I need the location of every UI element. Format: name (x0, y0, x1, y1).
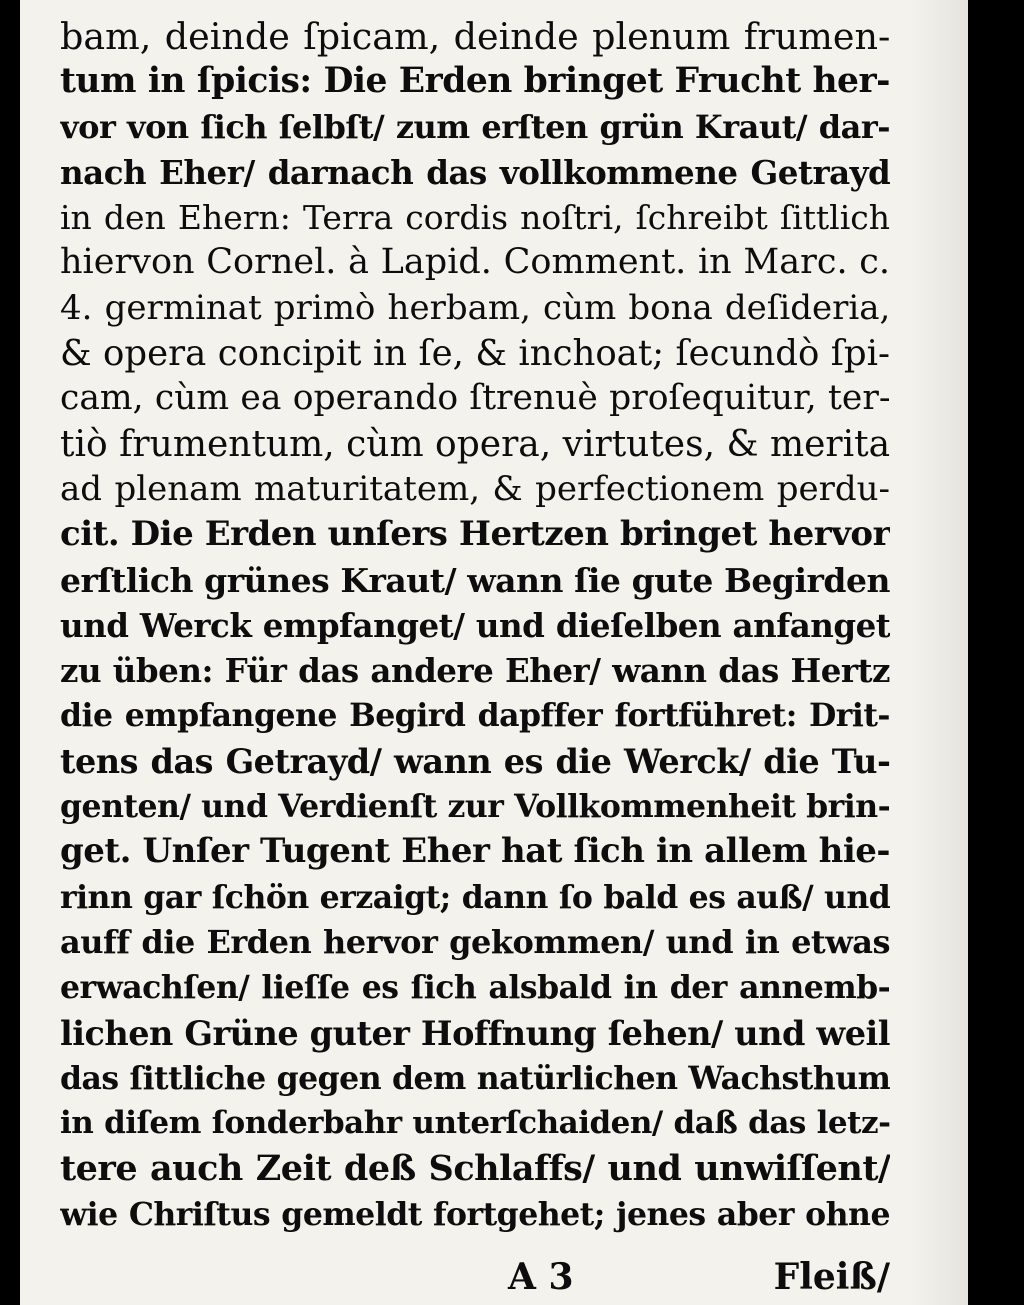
text-line: ad plenam maturitatem, & perfectionem perdu- (60, 468, 890, 509)
text-line: genten/ und Verdienſt zur Vollkommenheit brin- (60, 788, 890, 826)
scan-border-right (968, 0, 1024, 1305)
text-line: cam, cùm ea operando ſtrenuè proſequitur, ter- (60, 378, 890, 419)
text-line: tere auch Zeit deß Schlaffs/ und unwiſſent/ (60, 1148, 890, 1190)
text-line: rinn gar ſchön erzaigt; dann ſo bald es auß/ und (60, 878, 890, 916)
text-line: die empfangene Begird dapffer fortführet: Drit- (60, 697, 890, 735)
text-line: cit. Die Erden unſers Hertzen bringet hervor (60, 514, 890, 555)
page-footer (60, 1256, 890, 1300)
text-line: zu üben: Für das andere Eher/ wann das Hertz (60, 651, 890, 691)
body-text (60, 14, 890, 1237)
text-line: 4. germinat primò herbam, cùm bona deſideria, (60, 287, 890, 328)
text-line: erſtlich grünes Kraut/ wann ſie gute Begirden (60, 560, 890, 600)
text-line: in diſem ſonderbahr unterſchaiden/ daß das letz- (60, 1105, 890, 1142)
text-line: get. Unſer Tugent Eher hat ſich in allem hie- (60, 831, 890, 872)
text-line: in den Ehern: Terra cordis noſtri, ſchreibt ſittlich (60, 198, 890, 238)
text-line: bam, deinde ſpicam, deinde plenum frumen- (60, 15, 890, 58)
text-line: lichen Grüne guter Hoffnung ſehen/ und weil (60, 1013, 890, 1053)
text-line: und Werck empfanget/ und dieſelben anfanget (60, 605, 890, 645)
text-line: tiò frumentum, cùm opera, virtutes, & merita (60, 423, 890, 465)
text-line: hiervon Cornel. à Lapid. Comment. in Marc. c. (60, 242, 890, 283)
text-line: wie Chriſtus gemeldt fortgehet; jenes aber ohne (60, 1195, 890, 1233)
text-line: tens das Getrayd/ wann es die Werck/ die Tu- (60, 741, 890, 781)
signature-mark: A 3 (508, 1256, 574, 1298)
text-line: tum in ſpicis: Die Erden bringet Frucht her- (60, 61, 890, 102)
catchword: Fleiß/ (773, 1256, 890, 1298)
scan-border-left (0, 0, 20, 1305)
text-line: & opera concipit in ſe, & inchoat; ſecundò ſpi- (60, 333, 890, 375)
text-line: erwachſen/ lieſſe es ſich alsbald in der annemb- (60, 969, 890, 1007)
book-page (20, 0, 968, 1305)
text-line: nach Eher/ darnach das vollkommene Getrayd (60, 152, 890, 192)
text-line: vor von ſich ſelbſt/ zum erſten grün Kraut/ dar- (60, 107, 890, 146)
text-line: das ſittliche gegen dem natürlichen Wachsthum (60, 1059, 890, 1097)
text-line: auff die Erden hervor gekommen/ und in etwas (60, 922, 890, 961)
